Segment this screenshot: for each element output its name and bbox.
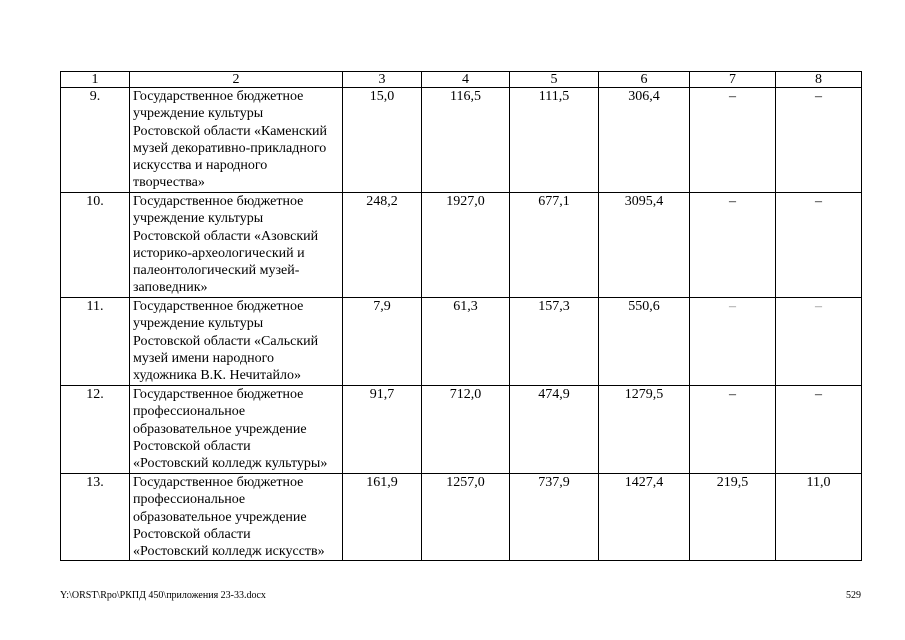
name-line: «Ростовский колледж искусств» — [133, 544, 325, 560]
value-cell: 219,5 — [690, 474, 776, 561]
value-cell: 474,9 — [510, 386, 599, 474]
value-cell: 737,9 — [510, 474, 599, 561]
value-cell: 91,7 — [343, 386, 422, 474]
name-line: учреждение культуры — [133, 106, 264, 122]
header-cell: 2 — [130, 72, 343, 88]
name-line: музей декоративно-прикладного — [133, 140, 327, 156]
name-line: историко-археологический и — [133, 245, 305, 261]
value-cell: – — [690, 193, 776, 298]
header-cell: 7 — [690, 72, 776, 88]
name-line: Государственное бюджетное — [133, 475, 304, 490]
name-line: Ростовской области — [133, 438, 251, 454]
name-line: палеонтологический музей- — [133, 263, 300, 279]
name-line: Государственное бюджетное — [133, 299, 304, 314]
row-number: 10. — [61, 193, 130, 298]
name-line: Ростовской области «Сальский — [133, 333, 319, 349]
name-line: образовательное учреждение — [133, 421, 307, 437]
value-cell: – — [776, 386, 862, 474]
name-line: Государственное бюджетное — [133, 194, 304, 209]
value-cell: – — [776, 298, 862, 386]
value-cell: 15,0 — [343, 88, 422, 193]
name-line: Ростовской области «Каменский — [133, 123, 327, 139]
row-number: 12. — [61, 386, 130, 474]
table-row — [61, 193, 862, 298]
name-line: музей имени народного — [133, 350, 274, 366]
value-cell: 1427,4 — [599, 474, 690, 561]
header-cell: 5 — [510, 72, 599, 88]
value-cell: 7,9 — [343, 298, 422, 386]
name-line: учреждение культуры — [133, 211, 264, 227]
name-line: художника В.К. Нечитайло» — [133, 368, 301, 384]
value-cell: 157,3 — [510, 298, 599, 386]
value-cell: 111,5 — [510, 88, 599, 193]
name-line: профессиональное — [133, 492, 246, 508]
name-line: образовательное учреждение — [133, 509, 307, 525]
header-cell: 4 — [422, 72, 510, 88]
name-line: «Ростовский колледж культуры» — [133, 456, 328, 472]
value-cell: – — [776, 193, 862, 298]
value-cell: – — [690, 298, 776, 386]
table-row — [61, 88, 862, 193]
header-cell: 6 — [599, 72, 690, 88]
header-cell: 3 — [343, 72, 422, 88]
row-number: 9. — [61, 88, 130, 193]
row-number: 11. — [61, 298, 130, 386]
table-row — [61, 298, 862, 386]
value-cell: 1257,0 — [422, 474, 510, 561]
institution-name — [130, 298, 343, 386]
name-line: Ростовской области — [133, 526, 251, 542]
value-cell: 677,1 — [510, 193, 599, 298]
value-cell: 61,3 — [422, 298, 510, 386]
value-cell: 1279,5 — [599, 386, 690, 474]
institution-name — [130, 386, 343, 474]
page-number: 529 — [846, 590, 861, 601]
row-number: 13. — [61, 474, 130, 561]
institution-name — [130, 88, 343, 193]
institution-name — [130, 193, 343, 298]
value-cell: 3095,4 — [599, 193, 690, 298]
name-line: искусства и народного — [133, 158, 268, 174]
name-line: творчества» — [133, 175, 205, 191]
institution-name — [130, 474, 343, 561]
name-line: Ростовской области «Азовский — [133, 228, 319, 244]
value-cell: 11,0 — [776, 474, 862, 561]
value-cell: 712,0 — [422, 386, 510, 474]
data-table — [60, 71, 862, 561]
table-row — [61, 386, 862, 474]
table-row — [61, 474, 862, 561]
header-cell: 1 — [61, 72, 130, 88]
value-cell: – — [690, 386, 776, 474]
value-cell: – — [690, 88, 776, 193]
value-cell: 306,4 — [599, 88, 690, 193]
name-line: Государственное бюджетное — [133, 387, 304, 402]
value-cell: 1927,0 — [422, 193, 510, 298]
value-cell: 248,2 — [343, 193, 422, 298]
header-row — [61, 72, 862, 88]
name-line: Государственное бюджетное — [133, 89, 304, 104]
value-cell: 550,6 — [599, 298, 690, 386]
name-line: профессиональное — [133, 404, 246, 420]
value-cell: 161,9 — [343, 474, 422, 561]
value-cell: 116,5 — [422, 88, 510, 193]
value-cell: – — [776, 88, 862, 193]
header-cell: 8 — [776, 72, 862, 88]
name-line: учреждение культуры — [133, 316, 264, 332]
footer-file-path: Y:\ORST\Rpo\РКПД 450\приложения 23-33.docx — [60, 590, 266, 601]
name-line: заповедник» — [133, 280, 208, 296]
